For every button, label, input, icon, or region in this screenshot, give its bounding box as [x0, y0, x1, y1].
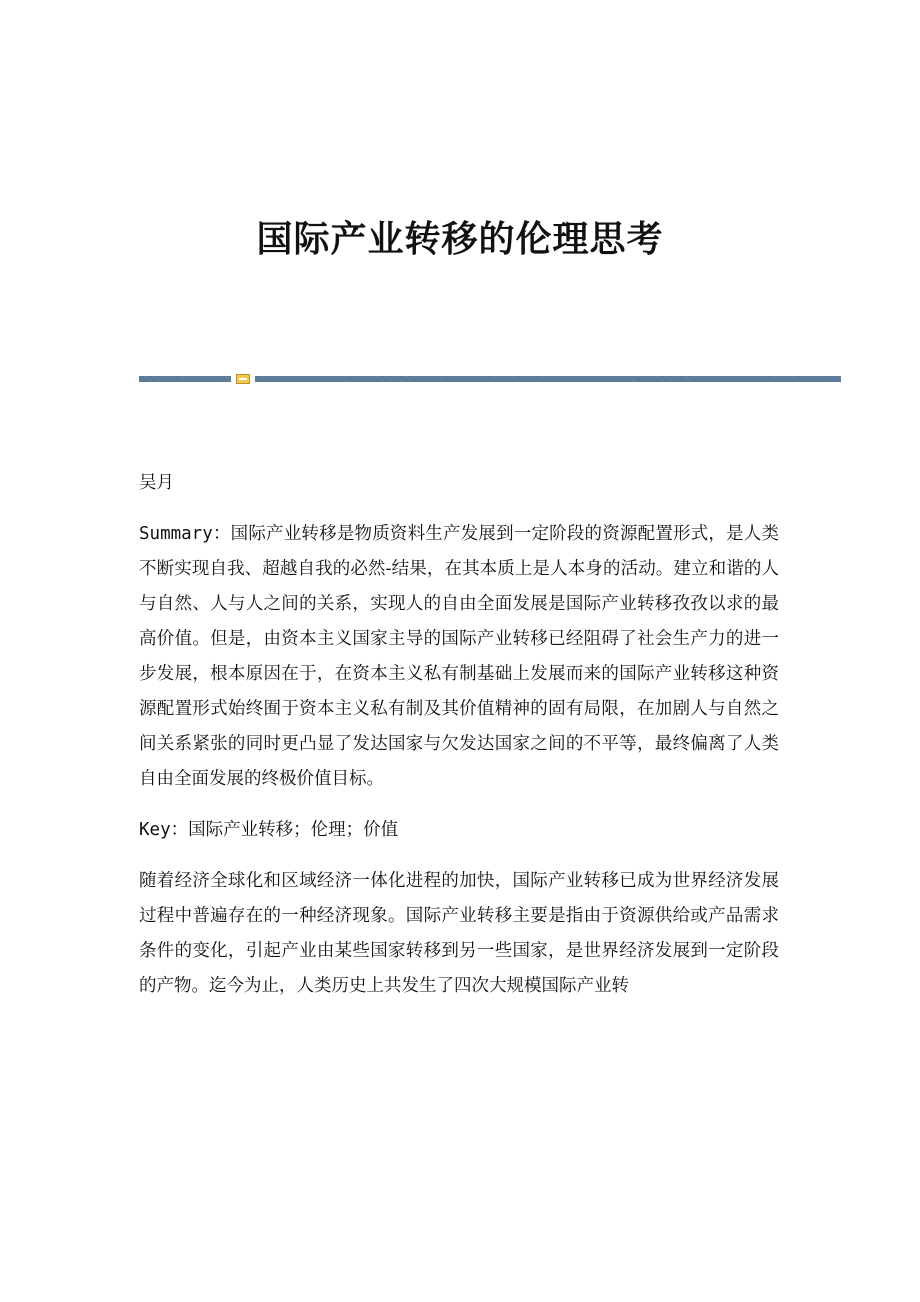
- key-label: Key：: [139, 820, 189, 840]
- document-title: 国际产业转移的伦理思考: [256, 218, 664, 260]
- author-name: 吴月: [139, 473, 174, 493]
- summary-text: 国际产业转移是物质资料生产发展到一定阶段的资源配置形式，是人类不断实现自我、超越自我的必然-结果，在其本质上是人本身的活动。建立和谐的人与自然、人与人之间的关系，实现人的自由全面发展是国际产业转移孜孜以求的最高价值。但是，由资本主义国家主导的国际产业转移已经阻碍了社会生产力的进一步发展，根本原因在于，在资本主义私有制基础上发展而来的国际产业转移这种资源配置形式始终囿于资本主义私有制及其价值精神的固有局限，在加剧人与自然之间关系紧张的同时更凸显了发达国家与欠发达国家之间的不平等，最终偏离了人类自由全面发展的终极价值目标。: [139, 524, 779, 789]
- key-text: 国际产业转移；伦理；价值: [188, 820, 399, 840]
- divider-emblem-icon: [236, 374, 250, 384]
- divider-bar-left: [139, 376, 231, 382]
- summary-paragraph: [139, 517, 779, 797]
- document-body: [139, 466, 779, 1004]
- keywords-paragraph: [139, 813, 779, 848]
- summary-label: Summary：: [139, 524, 231, 544]
- divider-bar-right: [255, 376, 841, 382]
- title-divider: [139, 374, 841, 384]
- body-paragraph: 随着经济全球化和区域经济一体化进程的加快，国际产业转移已成为世界经济发展过程中普遍存在的一种经济现象。国际产业转移主要是指由于资源供给或产品需求条件的变化，引起产业由某些国家转移到另一些国家，是世界经济发展到一定阶段的产物。迄今为止，人类历史上共发生了四次大规模国际产业转: [139, 871, 779, 996]
